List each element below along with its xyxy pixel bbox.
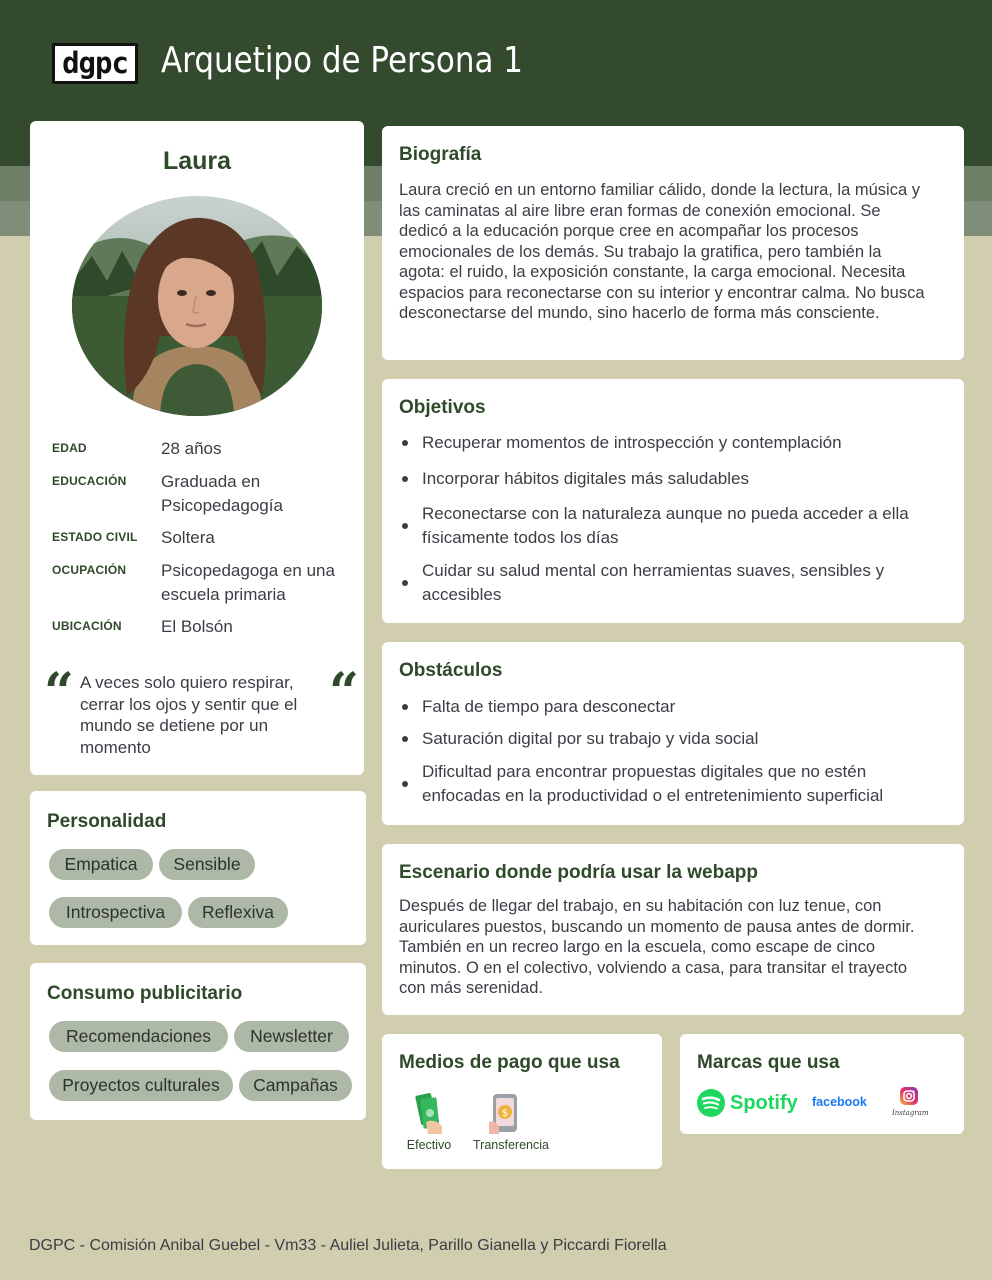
payment-label: Transferencia (473, 1138, 549, 1152)
payments-title: Medios de pago que usa (399, 1052, 620, 1073)
phone-transfer-icon (487, 1092, 523, 1136)
bullet-icon (402, 476, 408, 482)
facebook-logo: facebook (812, 1095, 867, 1109)
personality-title: Personalidad (47, 811, 167, 832)
svg-text:$: $ (501, 1108, 509, 1119)
footer-credits: DGPC - Comisión Anibal Guebel - Vm33 - Auliel Julieta, Parillo Gianella y Piccardi Fiorella (29, 1237, 667, 1254)
bullet-icon (402, 580, 408, 586)
list-item: Cuidar su salud mental con herramientas suaves, sensibles y accesibles (399, 559, 949, 607)
list-item: Falta de tiempo para desconectar (399, 695, 949, 719)
chip: Recomendaciones (49, 1021, 228, 1052)
fact-value: Psicopedagoga en una escuela primaria (161, 561, 335, 604)
page-title: Arquetipo de Persona 1 (161, 40, 523, 81)
biography-text: Laura creció en un entorno familiar cálido, donde la lectura, la música y las caminatas al aire libre eran formas de conexión emocional. Se dedicó a la educación porque cree en acompañar los procesos emocionales de los demás. Su trabajo la gratifica, pero también la agota: el ruido, la exposición constante, la carga emocional. Necesita espacios para reconectarse con su interior y encontrar calma. No busca desconectarse del mundo, sino hacerlo de forma más consciente. (399, 181, 925, 322)
scenario-text: Después de llegar del trabajo, en su habitación con luz tenue, con auriculares puestos, buscando un momento de pausa antes de dormir. También en un recreo largo en la escuela, como escape de cinco minutos. O en el colectivo, volviendo a casa, para transitar el trayecto con más serenidad. (399, 897, 915, 997)
bullet-icon (402, 736, 408, 742)
advertising-card (30, 963, 366, 1120)
bullet-icon (402, 704, 408, 710)
profile-card (30, 121, 364, 775)
biography-card (382, 126, 964, 360)
obstacles-title: Obstáculos (399, 660, 503, 681)
chip: Empatica (49, 849, 153, 880)
persona-name: Laura (162, 147, 232, 175)
fact-label: UBICACIÓN (52, 619, 122, 633)
list-item: Saturación digital por su trabajo y vida social (399, 727, 949, 751)
goals-title: Objetivos (399, 397, 486, 418)
avatar (72, 196, 322, 416)
bullet-icon (402, 781, 408, 787)
instagram-logo: Instagram (892, 1086, 926, 1117)
chip: Reflexiva (188, 897, 288, 928)
portrait-photo-icon (72, 196, 322, 416)
chip: Campañas (239, 1070, 352, 1101)
scenario-title: Escenario donde podría usar la webapp (399, 862, 758, 883)
fact-label: ESTADO CIVIL (52, 530, 138, 544)
payment-label: Efectivo (406, 1138, 452, 1152)
chip: Introspectiva (49, 897, 182, 928)
spotify-icon (696, 1088, 726, 1118)
fact-value: 28 años (161, 439, 222, 458)
fact-value: Soltera (161, 528, 215, 547)
payments-card (382, 1034, 662, 1169)
persona-quote: A veces solo quiero respirar, cerrar los ojos y sentir que el mundo se detiene por un momento (80, 673, 298, 757)
list-item: Recuperar momentos de introspección y contemplación (399, 431, 949, 455)
fact-label: EDAD (52, 441, 87, 455)
list-item: Reconectarse con la naturaleza aunque no pueda acceder a ella físicamente todos los días (399, 502, 949, 550)
chip: Proyectos culturales (49, 1070, 233, 1101)
fact-label: EDUCACIÓN (52, 474, 127, 488)
brands-card (680, 1034, 964, 1134)
quote-open-icon: “ (44, 662, 74, 723)
instagram-icon (899, 1086, 919, 1106)
bullet-icon (402, 523, 408, 529)
list-item: Incorporar hábitos digitales más saludables (399, 467, 949, 491)
personality-card (30, 791, 366, 945)
scenario-card (382, 844, 964, 1015)
fact-label: OCUPACIÓN (52, 563, 127, 577)
list-item: Dificultad para encontrar propuestas digitales que no estén enfocadas en la productividad o el entretenimiento superficial (399, 760, 949, 808)
bullet-icon (402, 440, 408, 446)
chip: Newsletter (234, 1021, 349, 1052)
obstacles-card (382, 642, 964, 825)
quote-close-icon: “ (329, 662, 359, 723)
spotify-logo: Spotify (696, 1088, 798, 1118)
fact-value: El Bolsón (161, 617, 233, 636)
biography-title: Biografía (399, 144, 482, 165)
chip: Sensible (159, 849, 255, 880)
fact-value: Graduada en Psicopedagogía (161, 472, 283, 515)
dgpc-logo: dgpc (52, 43, 138, 84)
advertising-title: Consumo publicitario (47, 983, 243, 1004)
goals-card (382, 379, 964, 623)
cash-icon (412, 1092, 448, 1136)
brands-title: Marcas que usa (697, 1052, 840, 1073)
